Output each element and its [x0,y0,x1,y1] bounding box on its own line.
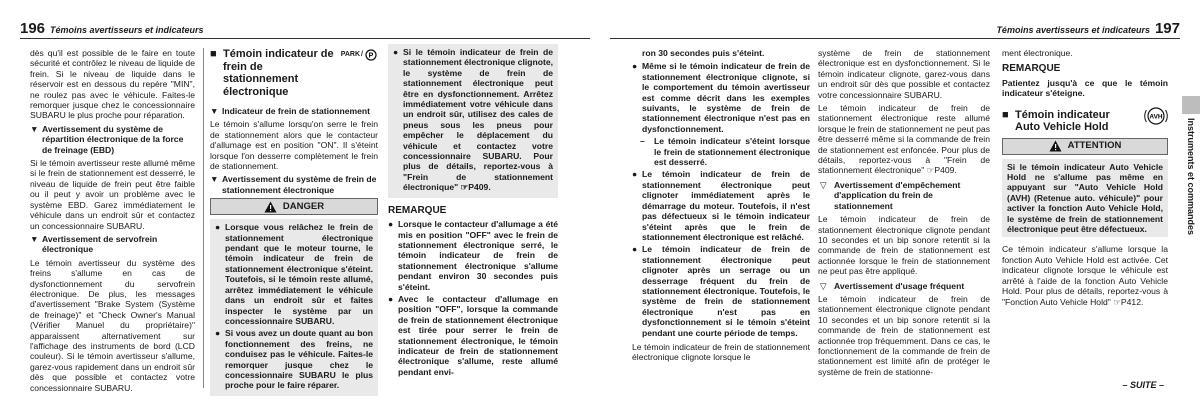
danger-banner: DANGER [210,198,378,215]
triangle-down-icon: ▼ [210,106,219,116]
left-col-1 [30,48,195,396]
triangle-down-icon: ▼ [30,123,39,134]
square-bullet-icon: ■ [210,48,217,60]
paragraph: système de frein de stationnement électronique est en dysfonctionnement. Si le témoin indicateur clignote, garez-vous dans un endroit sûr dès que possible et contactez votre concessionnaire SUBARU. [818,48,990,100]
heading-ebd: ▼ Avertissement du système de répartition électronique de la force de freinage (EBD) [30,123,184,155]
page-number: 197 [1154,20,1180,37]
continued-label: – SUITE – [1122,380,1164,390]
triangle-down-icon: ▼ [30,233,39,244]
svg-text:P: P [368,52,374,60]
sub-list-item: – Le témoin indicateur s'éteint lorsque le frein de stationnement électronique est desserré. [640,136,810,168]
left-col-2 [210,48,378,396]
chapter-side-label: Instruments et commandes [1186,118,1196,236]
paragraph: ment électronique. [1002,48,1073,58]
triangle-outline-icon: ▽ [820,280,827,291]
danger-box [210,219,378,396]
right-col-1 [632,48,810,366]
right-col-3 [1002,48,1168,310]
paragraph: Patientez jusqu'à ce que le témoin indicateur s'éteigne. [1002,77,1168,99]
paragraph: Le témoin indicateur de frein de stationnement électronique clignote lorsque le [632,341,810,363]
list-item: ● Si le témoin indicateur de frein de stationnement électronique clignote, le système de frein de stationnement électronique peut être en dysfonctionnement. Arrêtez immédiatement votre véhicule dans un endroit sûr, utilisez des cales de pneus sous les pneus pour empêcher le déplacement du véhicule et contactez votre concessionnaire SUBARU. Pour plus de détails, reportez-vous à "Frein de stationnement électronique" ☞P409. [393,47,553,193]
paragraph: Si le témoin avertisseur reste allumé même si le frein de stationnement est desserré, le niveau de liquide de frein peut être faible ou il peut y avoir un problème avec le système EBD. Garez immédiatement le véhicule dans un endroit sûr et contactez un concessionnaire SUBARU. [30,158,195,231]
paragraph: dès qu'il est possible de le faire en toute sécurité et contrôlez le niveau de liquide de frein. Si le niveau de liquide dans le réservoir est en dessous du repère "MIN", ne roulez pas avec le véhicule. Faites-le remorquer jusque chez le concessionnaire SUBARU le plus proche pour réparation. [30,48,195,121]
heading-servo: ▼ Avertissement de servofrein électronique [30,233,158,255]
right-page [610,0,1200,402]
left-page [0,0,590,402]
section-title-parking-brake: ■ Témoin indicateur de frein de stationnement électronique PARK / P [210,48,378,98]
paragraph: Ce témoin indicateur s'allume lorsque la fonction Auto Vehicle Hold est activée. Cet indicateur clignote lorsque le véhicule est arrêté à l'aide de la fonction Auto Vehicle Hold. Pour plus de détails, reportez-vous à "Fonction Auto Vehicle Hold" ☞P412. [1002,244,1168,307]
heading-frequent-use: ▽ Avertissement d'usage fréquent [820,280,965,291]
list-item: ● Même si le témoin indicateur de frein de stationnement électronique clignote, si le comportement du témoin avertisseur est comme décrit dans les exemples suivants, le système de frein de stationnement électronique n'est pas en dysfonctionnement. [632,61,810,134]
column-divider [203,48,204,388]
circle-p-icon [364,49,378,61]
list-item: ● Avec le contacteur d'allumage en position "OFF", lorsque la commande de frein de stationnement électronique est tirée pour serrer le frein de stationnement électronique, le témoin indicateur de frein de stationnement électronique s'allume, reste allumé pendant envi- [388,293,558,377]
paragraph: Le témoin indicateur de frein de stationnement électronique clignote pendant 10 secondes et un bip sonore retentit si la commande de frein de stationnement est actionnée trop fréquemment. Dans ce cas, le fonctionnement de la commande de frein de stationnement est limité afin de protéger le système de frein de stationne- [818,293,990,377]
right-header [610,20,1180,39]
section-title-avh: ■ Témoin indicateur Auto Vehicle Hold AVH [1002,109,1168,134]
paragraph: Le témoin avertisseur du système des freins s'allume en cas de dysfonctionnement du servofrein électronique. De plus, les messages d'avertissement "Brake System (Système de freinage)" et "Check Owner's Manual (Vérifier Manuel du propriétaire)" apparaissent alternativement sur l'affichage des instruments de bord (LCD couleur). Si le témoin avertisseur s'allume, garez-vous rapidement dans un endroit sûr dès que possible et contactez votre concessionnaire SUBARU. [30,257,195,393]
list-item: ● Le témoin indicateur de frein de stationnement électronique peut clignoter après un serrage ou un desserrage fréquent du frein de stationnement électronique. Toutefois, le système de frein de stationnement électronique n'est pas en dysfonctionnement si le témoin s'éteint pendant une courte période de temps. [632,244,810,338]
remarque-heading: REMARQUE [388,204,447,216]
avh-icon [1144,106,1168,126]
right-col-2 [818,48,990,380]
attention-box: Si le témoin indicateur Auto Vehicle Hold ne s'allume pas même en appuyant sur "Auto Vehicle Hold (AVH) (Retenue auto. véhicule)" pour activer la fonction Auto Vehicle Hold, le système de frein de stationnement électronique peut être défectueux. [1002,159,1168,238]
square-bullet-icon: ■ [1002,108,1009,121]
triangle-down-icon: ▼ [210,174,219,185]
list-item: ● Lorsque vous relâchez le frein de stationnement électronique pendant que le moteur tourne, le témoin indicateur de frein de stationnement électronique s'éteint. Toutefois, si le témoin reste allumé, arrêtez immédiatement le véhicule dans un endroit sûr et faites inspecter le système par un concessionnaire SUBARU. [215,222,373,326]
heading-system-warning: ▼ Avertissement du système de frein de stationnement électronique [210,174,377,195]
page-number: 196 [20,20,46,37]
heading-indicator: ▼ Indicateur de frein de stationnement [210,106,371,116]
parking-brake-icon: PARK / P [341,49,378,62]
remarque-heading: REMARQUE [1002,63,1061,75]
header-title: Témoins avertisseurs et indicateurs [996,25,1150,35]
heading-application-prevention: ▽ Avertissement d'empêchement d'application du frein de stationnement [820,179,961,211]
attention-banner: ATTENTION [1002,138,1168,155]
warning-triangle-icon [1049,140,1062,152]
left-header [20,20,590,39]
paragraph: Le témoin s'allume lorsqu'on serre le frein de stationnement alors que le contacteur d'allumage est en position "ON". Il s'éteint lorsque l'on desserre complètement le frein de stationnement. [210,119,378,172]
list-item: ● Si vous avez un doute quant au bon fonctionnement des freins, ne conduisez pas le véhicule. Faites-le remorquer jusque chez le concessionnaire SUBARU le plus proche pour le faire réparer. [215,328,373,391]
list-item: ● Lorsque le contacteur d'allumage a été mis en position "OFF" avec le frein de stationnement électronique serré, le témoin indicateur de frein de stationnement électronique s'allume pendant environ 30 secondes puis s'éteint. [388,219,558,292]
triangle-outline-icon: ▽ [820,179,827,190]
paragraph: Le témoin indicateur de frein de stationnement électronique reste allumé lorsque le frein de stationnement ne peut pas être desserré même si la commande de frein de stationnement est enfoncée. Pour plus de détails, reportez-vous à "Frein de stationnement électronique" ☞P409. [818,103,990,176]
paragraph: Le témoin indicateur de frein de stationnement électronique clignote pendant 10 secondes et un bip sonore retentit si la commande de frein de stationnement est actionnée lorsque le frein de stationnement ne peut pas être appliqué. [818,214,990,277]
warning-triangle-icon [264,201,277,213]
danger-box-continued [388,44,558,198]
chapter-tab [1182,96,1200,114]
list-item: ● Le témoin indicateur de frein de stationnement électronique peut clignoter immédiatement après le démarrage du moteur. Toutefois, il n'est pas défectueux si le témoin indicateur s'éteint après que le frein de stationnement électronique est relâché. [632,169,810,242]
header-title: Témoins avertisseurs et indicateurs [50,25,204,35]
svg-text:AVH: AVH [1149,113,1163,121]
paragraph: ron 30 secondes puis s'éteint. [642,48,765,58]
left-col-3 [388,48,558,379]
